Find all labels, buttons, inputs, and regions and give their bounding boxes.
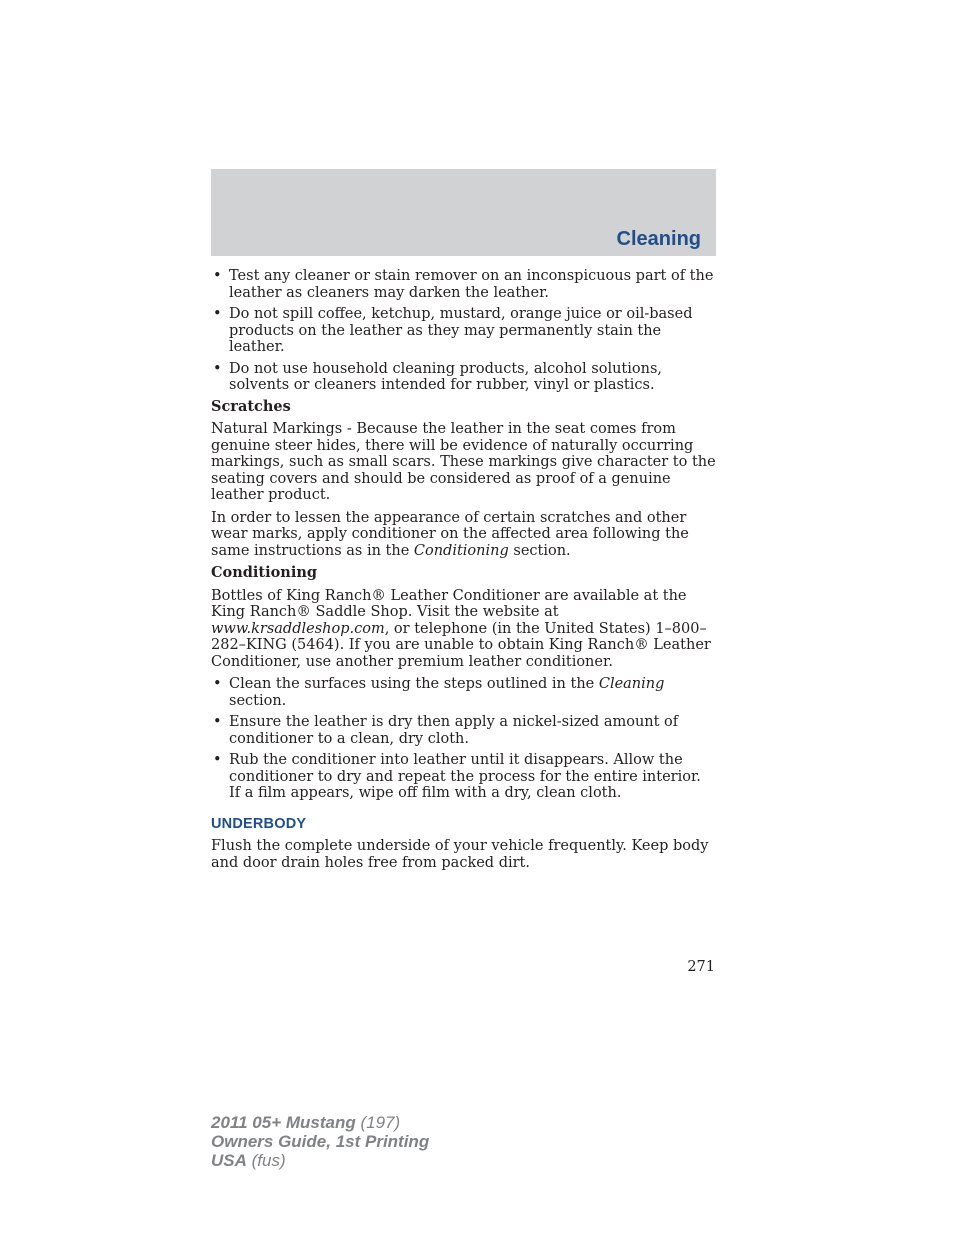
underbody-heading: UNDERBODY [211, 815, 307, 832]
section-header-band [211, 169, 716, 256]
leather-tips-list [211, 268, 716, 394]
footer-region: USA [211, 1151, 247, 1170]
scratches-paragraph-2 [211, 510, 716, 560]
page-number: 271 [687, 959, 715, 975]
paragraph-text: , or telephone (in the United States) 1–800–282–KING (5464). If you are unable to obtain King Ranch® Leather Conditioner, use another premium leather conditioner. [211, 620, 711, 670]
list-item [211, 361, 716, 394]
paragraph-text: section. [508, 542, 571, 559]
list-item-text: Test any cleaner or stain remover on an inconspicuous part of the leather as cleaners may darken the leather. [229, 268, 714, 301]
website-link[interactable]: www.krsaddleshop.com [211, 620, 385, 637]
bullet-icon: • [213, 306, 222, 322]
list-item [211, 714, 716, 747]
footer-line-model [211, 1113, 429, 1132]
footer-region-code: (fus) [246, 1151, 286, 1170]
scratches-heading: Scratches [211, 397, 291, 415]
footer-model-code: (197) [355, 1113, 401, 1132]
cleaning-reference: Cleaning [598, 676, 665, 692]
bullet-icon: • [213, 676, 222, 692]
bullet-icon: • [213, 752, 222, 768]
paragraph-text: Bottles of King Ranch® Leather Conditioner are available at the King Ranch® Saddle Shop. Visit the website at [211, 587, 687, 620]
conditioning-paragraph [211, 588, 716, 671]
conditioning-heading: Conditioning [211, 564, 318, 581]
conditioning-reference: Conditioning [413, 542, 509, 559]
list-item [211, 752, 716, 802]
list-item-text: Ensure the leather is dry then apply a nickel-sized amount of conditioner to a clean, dry cloth. [229, 714, 679, 747]
bullet-icon: • [213, 268, 222, 284]
page-body [211, 268, 716, 877]
list-item [211, 306, 716, 356]
list-item [211, 676, 716, 709]
document-footer [211, 1113, 429, 1170]
list-item-text: Clean the surfaces using the steps outlined in the [229, 676, 599, 692]
footer-line-region [211, 1151, 429, 1170]
underbody-paragraph: Flush the complete underside of your vehicle frequently. Keep body and door drain holes free from packed dirt. [211, 838, 709, 871]
bullet-icon: • [213, 360, 222, 377]
list-item-text: Do not use household cleaning products, alcohol solutions, solvents or cleaners intended for rubber, vinyl or plastics. [229, 360, 663, 393]
paragraph-text: In order to lessen the appearance of certain scratches and other wear marks, apply conditioner on the affected area following the same instructions as in the [211, 509, 689, 559]
scratches-paragraph-1: Natural Markings - Because the leather in the seat comes from genuine steer hides, there will be evidence of naturally occurring markings, such as small scars. These markings give character to the seating covers and should be considered as proof of a genuine leather product. [211, 421, 716, 503]
list-item-text: section. [229, 692, 287, 709]
list-item [211, 268, 716, 301]
footer-model-name: 2011 05+ Mustang [211, 1113, 356, 1132]
bullet-icon: • [213, 714, 222, 730]
section-title: Cleaning [616, 228, 701, 250]
list-item-text: Do not spill coffee, ketchup, mustard, orange juice or oil-based products on the leather as they may permanently stain the leather. [229, 306, 693, 355]
footer-line-guide: Owners Guide, 1st Printing [211, 1132, 430, 1151]
conditioning-steps-list [211, 676, 716, 802]
list-item-text: Rub the conditioner into leather until it disappears. Allow the conditioner to dry and repeat the process for the entire interior. If a film appears, wipe off film with a dry, clean cloth. [229, 752, 701, 801]
